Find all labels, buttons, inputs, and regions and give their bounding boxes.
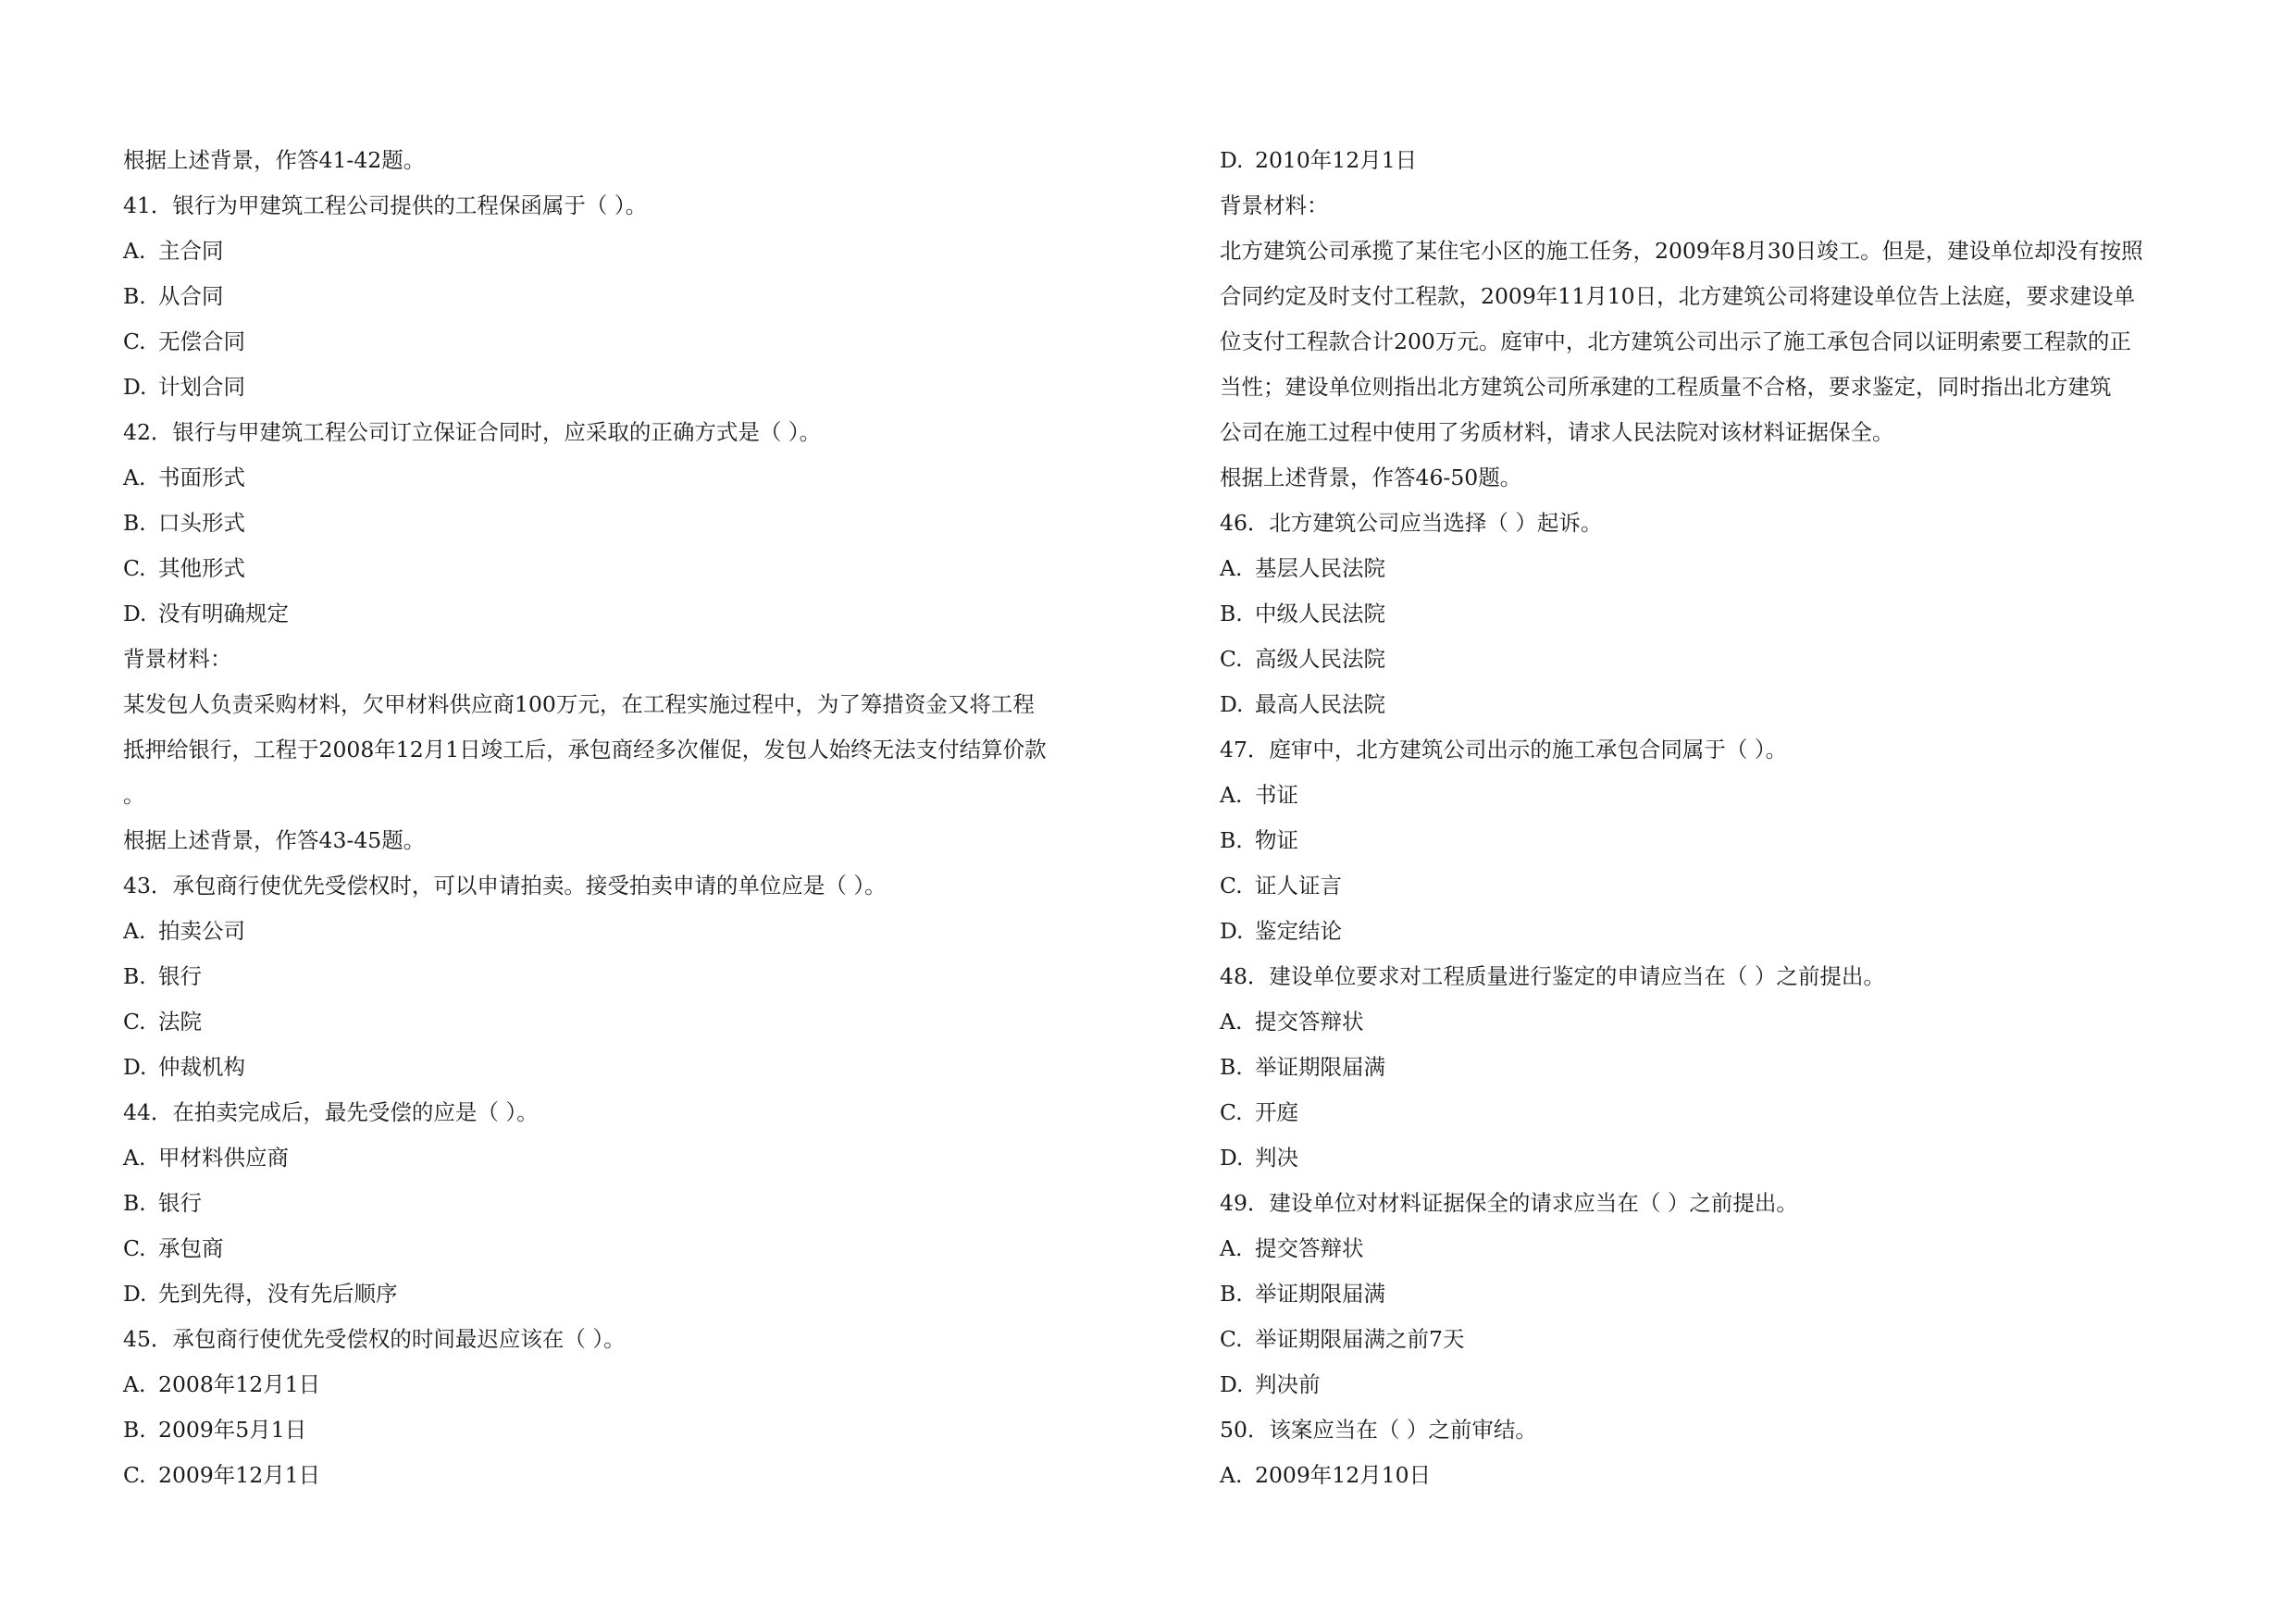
- option-letter: D.: [1220, 1145, 1244, 1171]
- option-letter: A.: [123, 1371, 146, 1397]
- section-intro: 根据上述背景，作答46-50题。: [1220, 465, 1522, 490]
- question-41: 41．银行为甲建筑工程公司提供的工程保函属于（ ）。: [123, 192, 648, 218]
- option-48-b: [1220, 1045, 2193, 1090]
- option-letter: C.: [1220, 1099, 1243, 1125]
- option-letter: B.: [1220, 601, 1243, 626]
- option-text: 承包商: [158, 1235, 224, 1261]
- option-letter: A.: [123, 465, 146, 490]
- option-44-b: [123, 1181, 1104, 1226]
- option-text: 最高人民法院: [1255, 691, 1385, 717]
- option-46-d: [1220, 682, 2193, 727]
- question-43: 43．承包商行使优先受偿权时，可以申请拍卖。接受拍卖申请的单位应是（ ）。: [123, 873, 887, 899]
- option-letter: D.: [1220, 147, 1244, 173]
- background-text-line: 位支付工程款合计200万元。庭审中，北方建筑公司出示了施工承包合同以证明索要工程款的正: [1220, 329, 2131, 354]
- option-text: 举证期限届满之前7天: [1255, 1326, 1465, 1352]
- option-letter: B.: [123, 1190, 146, 1216]
- option-text: 提交答辩状: [1255, 1235, 1364, 1261]
- option-letter: C.: [123, 1235, 146, 1261]
- option-letter: D.: [123, 1281, 147, 1307]
- option-text: 计划合同: [158, 374, 245, 400]
- option-letter: C.: [123, 1462, 146, 1488]
- option-letter: D.: [1220, 1371, 1244, 1397]
- right-column: [1220, 138, 2193, 1498]
- option-letter: A.: [123, 918, 146, 944]
- option-text: 证人证言: [1255, 873, 1342, 899]
- option-50-a: [1220, 1453, 2193, 1498]
- question-45: 45．承包商行使优先受偿权的时间最迟应该在（ ）。: [123, 1326, 626, 1352]
- option-41-a: [123, 229, 1104, 274]
- option-text: 判决前: [1255, 1371, 1321, 1397]
- option-text: 2008年12月1日: [158, 1371, 321, 1397]
- option-46-b: [1220, 591, 2193, 637]
- option-text: 甲材料供应商: [158, 1145, 289, 1171]
- option-letter: A.: [1220, 1009, 1243, 1035]
- option-text: 主合同: [158, 238, 224, 264]
- option-49-c: [1220, 1317, 2193, 1362]
- option-48-a: [1220, 999, 2193, 1045]
- option-43-a: [123, 909, 1104, 954]
- option-45-b: [123, 1407, 1104, 1453]
- option-text: 拍卖公司: [158, 918, 245, 944]
- option-letter: B.: [1220, 1054, 1243, 1080]
- option-41-b: [123, 274, 1104, 319]
- option-text: 提交答辩状: [1255, 1009, 1364, 1035]
- option-letter: B.: [123, 963, 146, 989]
- option-47-d: [1220, 909, 2193, 954]
- option-44-d: [123, 1271, 1104, 1317]
- option-text: 高级人民法院: [1255, 646, 1385, 672]
- option-letter: A.: [1220, 555, 1243, 581]
- option-43-c: [123, 999, 1104, 1045]
- option-49-b: [1220, 1271, 2193, 1317]
- option-41-c: [123, 319, 1104, 365]
- option-44-a: [123, 1135, 1104, 1181]
- option-letter: D.: [1220, 691, 1244, 717]
- option-49-a: [1220, 1226, 2193, 1271]
- option-letter: A.: [123, 1145, 146, 1171]
- background-text-line: 北方建筑公司承揽了某住宅小区的施工任务，2009年8月30日竣工。但是，建设单位却没有按照: [1220, 238, 2143, 264]
- option-46-a: [1220, 546, 2193, 591]
- option-text: 鉴定结论: [1255, 918, 1342, 944]
- option-letter: D.: [123, 1054, 147, 1080]
- option-48-c: [1220, 1090, 2193, 1135]
- question-50: 50．该案应当在（ ）之前审结。: [1220, 1417, 1537, 1443]
- option-text: 其他形式: [158, 555, 245, 581]
- option-letter: B.: [123, 1417, 146, 1443]
- background-text-line: 合同约定及时支付工程款，2009年11月10日，北方建筑公司将建设单位告上法庭，要求建设单: [1220, 283, 2136, 309]
- option-text: 银行: [158, 963, 202, 989]
- background-text-line: 公司在施工过程中使用了劣质材料，请求人民法院对该材料证据保全。: [1220, 419, 1894, 445]
- option-47-c: [1220, 863, 2193, 909]
- option-42-d: [123, 591, 1104, 637]
- option-letter: C.: [123, 1009, 146, 1035]
- question-46: 46．北方建筑公司应当选择（ ）起诉。: [1220, 510, 1603, 536]
- option-text: 银行: [158, 1190, 202, 1216]
- section-intro: 根据上述背景，作答43-45题。: [123, 827, 426, 853]
- option-text: 判决: [1255, 1145, 1298, 1171]
- option-text: 从合同: [158, 283, 224, 309]
- option-41-d: [123, 365, 1104, 410]
- option-text: 口头形式: [158, 510, 245, 536]
- option-42-c: [123, 546, 1104, 591]
- option-letter: A.: [123, 238, 146, 264]
- option-text: 先到先得，没有先后顺序: [158, 1281, 398, 1307]
- option-text: 仲裁机构: [158, 1054, 245, 1080]
- option-letter: C.: [1220, 873, 1243, 899]
- option-43-d: [123, 1045, 1104, 1090]
- question-49: 49．建设单位对材料证据保全的请求应当在（ ）之前提出。: [1220, 1190, 1798, 1216]
- option-letter: B.: [1220, 1281, 1243, 1307]
- option-42-b: [123, 501, 1104, 546]
- option-text: 2009年12月1日: [158, 1462, 321, 1488]
- option-letter: B.: [123, 283, 146, 309]
- option-letter: D.: [123, 601, 147, 626]
- background-text-line: 。: [123, 782, 145, 808]
- option-text: 书面形式: [158, 465, 245, 490]
- option-48-d: [1220, 1135, 2193, 1181]
- question-47: 47．庭审中，北方建筑公司出示的施工承包合同属于（ ）。: [1220, 737, 1788, 762]
- option-letter: D.: [1220, 918, 1244, 944]
- option-text: 基层人民法院: [1255, 555, 1385, 581]
- option-text: 2009年12月10日: [1255, 1462, 1432, 1488]
- option-letter: C.: [1220, 646, 1243, 672]
- option-text: 举证期限届满: [1255, 1281, 1385, 1307]
- option-text: 2010年12月1日: [1255, 147, 1418, 173]
- option-text: 法院: [158, 1009, 202, 1035]
- background-heading: 背景材料：: [123, 646, 232, 672]
- option-text: 开庭: [1255, 1099, 1298, 1125]
- background-text-line: 当性；建设单位则指出北方建筑公司所承建的工程质量不合格，要求鉴定，同时指出北方建筑: [1220, 374, 2112, 400]
- option-44-c: [123, 1226, 1104, 1271]
- option-letter: B.: [1220, 827, 1243, 853]
- section-intro: 根据上述背景，作答41-42题。: [123, 147, 426, 173]
- option-text: 物证: [1255, 827, 1298, 853]
- option-47-a: [1220, 773, 2193, 818]
- option-45-a: [123, 1362, 1104, 1407]
- option-43-b: [123, 954, 1104, 999]
- option-text: 中级人民法院: [1255, 601, 1385, 626]
- option-letter: C.: [123, 329, 146, 354]
- option-45-d: [1220, 138, 2193, 183]
- background-heading: 背景材料：: [1220, 192, 1329, 218]
- option-text: 举证期限届满: [1255, 1054, 1385, 1080]
- option-letter: B.: [123, 510, 146, 536]
- question-42: 42．银行与甲建筑工程公司订立保证合同时，应采取的正确方式是（ ）。: [123, 419, 822, 445]
- option-letter: A.: [1220, 782, 1243, 808]
- option-text: 没有明确规定: [158, 601, 289, 626]
- option-letter: A.: [1220, 1235, 1243, 1261]
- option-letter: D.: [123, 374, 147, 400]
- background-text-line: 抵押给银行，工程于2008年12月1日竣工后，承包商经多次催促，发包人始终无法支付结算价款: [123, 737, 1047, 762]
- option-letter: C.: [123, 555, 146, 581]
- option-42-a: [123, 455, 1104, 501]
- option-letter: C.: [1220, 1326, 1243, 1352]
- background-text-line: 某发包人负责采购材料，欠甲材料供应商100万元，在工程实施过程中，为了筹措资金又将工程: [123, 691, 1035, 717]
- option-text: 书证: [1255, 782, 1298, 808]
- option-letter: A.: [1220, 1462, 1243, 1488]
- option-46-c: [1220, 637, 2193, 682]
- option-text: 无偿合同: [158, 329, 245, 354]
- question-44: 44．在拍卖完成后，最先受偿的应是（ ）。: [123, 1099, 539, 1125]
- option-45-c: [123, 1453, 1104, 1498]
- question-48: 48．建设单位要求对工程质量进行鉴定的申请应当在（ ）之前提出。: [1220, 963, 1885, 989]
- left-column: [123, 138, 1104, 1498]
- option-text: 2009年5月1日: [158, 1417, 307, 1443]
- option-47-b: [1220, 818, 2193, 863]
- option-49-d: [1220, 1362, 2193, 1407]
